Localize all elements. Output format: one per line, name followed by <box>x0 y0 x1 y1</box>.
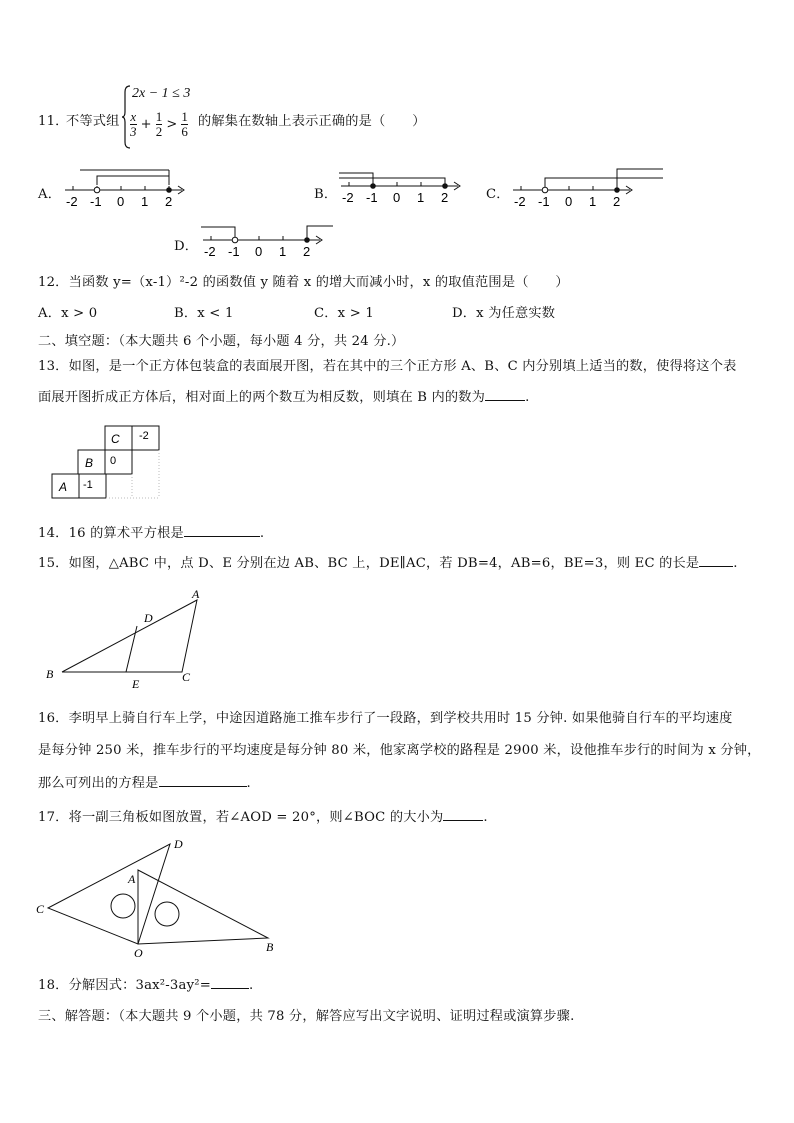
answer-blank[interactable] <box>211 976 249 989</box>
axis-label: 0 <box>393 190 401 205</box>
label-c: C <box>36 902 45 916</box>
q11-inequality-1: 2x − 1 ≤ 3 <box>132 86 191 101</box>
axis-label: -1 <box>366 190 378 205</box>
label-a: A <box>128 872 136 886</box>
axis-label: 2 <box>613 194 621 209</box>
axis-label: 2 <box>165 194 173 209</box>
axis-label: -1 <box>90 194 102 209</box>
number-line-a <box>60 168 190 212</box>
answer-blank[interactable] <box>184 524 260 537</box>
frac-a-den: 2 <box>155 124 163 139</box>
answer-blank[interactable] <box>485 388 525 401</box>
axis-label: 0 <box>117 194 125 209</box>
q12-option-b[interactable]: B．x < 1 <box>174 306 234 321</box>
number-line-d <box>198 222 338 262</box>
axis-label: 2 <box>303 244 311 259</box>
cell-b: B <box>85 456 94 470</box>
q12-option-a[interactable]: A．x > 0 <box>38 306 98 321</box>
frac-x-den: 3 <box>130 124 137 139</box>
cube-net-diagram <box>50 424 162 500</box>
q16-line-3: 那么可列出的方程是 . <box>38 776 251 791</box>
axis-label: 1 <box>589 194 597 209</box>
option-d-label[interactable]: D． <box>174 239 199 254</box>
cell-c: C <box>111 432 120 446</box>
q11-tail: 的解集在数轴上表示正确的是（ ） <box>198 114 426 129</box>
plus-sign: + <box>140 117 152 132</box>
cell-neg2: -2 <box>139 430 149 442</box>
q16-line-2: 是每分钟 250 米，推车步行的平均速度是每分钟 80 米，他家离学校的路程是 2900 米，设他推车步行的时间为 x 分钟， <box>38 743 761 758</box>
q11-inequality-2 <box>130 110 188 139</box>
axis-label: -2 <box>66 194 78 209</box>
axis-label: -2 <box>342 190 354 205</box>
greater-than-sign: > <box>166 117 178 132</box>
label-e: E <box>132 677 140 691</box>
axis-label: -1 <box>228 244 240 259</box>
section-2-heading: 二、填空题：（本大题共 6 个小题，每小题 4 分，共 24 分.） <box>38 334 405 349</box>
axis-label: 2 <box>441 190 449 205</box>
q16-line-1: 16．李明早上骑自行车上学，中途因道路施工推车步行了一段路，到学校共用时 15 分钟. 如果他骑自行车的平均速度 <box>38 711 733 726</box>
label-b: B <box>266 940 274 954</box>
q15-stem: 15．如图，△ABC 中，点 D、E 分别在边 AB、BC 上，DE∥AC，若 DB=4，AB=6，BE=3，则 EC 的长是 . <box>38 556 738 571</box>
q11-lead: 不等式组 <box>66 114 120 129</box>
axis-label: -2 <box>204 244 216 259</box>
answer-blank[interactable] <box>699 554 733 567</box>
label-b: B <box>46 667 54 681</box>
q13-line-2: 面展开图折成正方体后，相对面上的两个数互为相反数，则填在 B 内的数为 . <box>38 390 530 405</box>
axis-label: 1 <box>417 190 425 205</box>
number-line-c <box>508 166 666 212</box>
q13-line-1: 13．如图，是一个正方体包装盒的表面展开图，若在其中的三个正方形 A、B、C 内分别填上适当的数，使得将这个表 <box>38 359 737 374</box>
option-b-label[interactable]: B． <box>314 187 338 202</box>
frac-x-num: x <box>130 109 137 124</box>
axis-label: -2 <box>514 194 526 209</box>
axis-label: 1 <box>141 194 149 209</box>
answer-blank[interactable] <box>443 808 483 821</box>
axis-label: 1 <box>279 244 287 259</box>
option-a-label[interactable]: A． <box>38 187 62 202</box>
question-18: 18．分解因式：3ax²-3ay²= . <box>38 978 254 993</box>
frac-b-den: 6 <box>181 124 188 139</box>
cell-zero: 0 <box>110 455 117 467</box>
question-14: 14．16 的算术平方根是 . <box>38 526 265 541</box>
label-a: A <box>192 587 200 601</box>
frac-b-num: 1 <box>181 109 188 124</box>
q12-option-d[interactable]: D．x 为任意实数 <box>452 306 556 321</box>
label-o: O <box>134 946 143 960</box>
section-3-heading: 三、解答题：（本大题共 9 个小题，共 78 分，解答应写出文字说明、证明过程或演算步骤. <box>38 1009 575 1024</box>
axis-label: 0 <box>565 194 573 209</box>
option-c-label[interactable]: C． <box>486 187 510 202</box>
answer-blank[interactable] <box>159 774 247 787</box>
set-squares-diagram <box>30 834 280 962</box>
q11-number: 11． <box>38 114 69 129</box>
number-line-b <box>336 168 466 212</box>
cell-a: A <box>59 480 68 494</box>
label-d: D <box>144 611 153 625</box>
cell-neg1: -1 <box>83 479 93 491</box>
q12-option-c[interactable]: C．x > 1 <box>314 306 374 321</box>
q17-stem: 17．将一副三角板如图放置，若∠AOD = 20°，则∠BOC 的大小为 . <box>38 810 488 825</box>
axis-label: -1 <box>538 194 550 209</box>
triangle-abc-diagram <box>40 584 210 694</box>
q12-stem: 12．当函数 y=（x-1）²-2 的函数值 y 随着 x 的增大而减小时，x 的取值范围是（ ） <box>38 275 569 290</box>
label-c: C <box>182 670 191 684</box>
label-d: D <box>174 837 183 851</box>
frac-a-num: 1 <box>155 109 163 124</box>
axis-label: 0 <box>255 244 263 259</box>
